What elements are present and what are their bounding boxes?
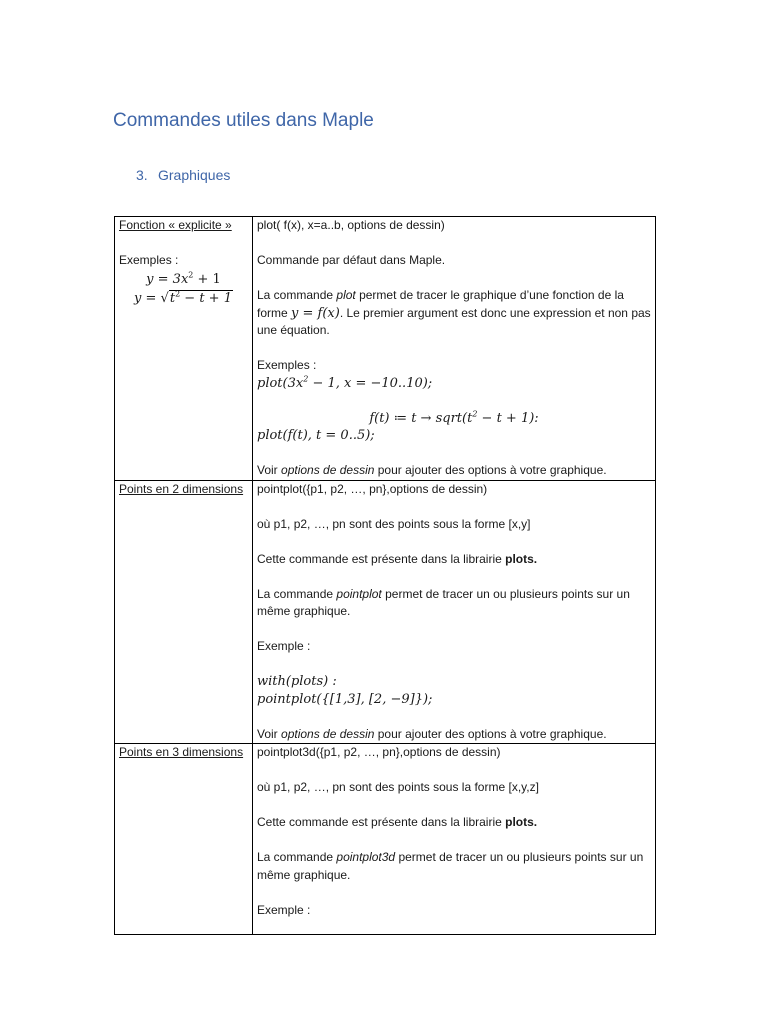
command-syntax: pointplot({p1, p2, …, pn},options de dessin) [257,481,488,496]
code-example-3: plot(f(t), t = 0..5); [257,428,375,443]
see-options-note: Voir options de dessin pour ajouter des options à votre graphique. [257,463,607,477]
section-title: Graphiques [158,167,231,183]
row-label: Fonction « explicite » [119,218,232,232]
example-label: Exemple : [257,639,311,653]
row-label-cell [115,480,253,744]
points-note: où p1, p2, …, pn sont des points sous la forme [x,y,z] [257,780,539,794]
table-row [115,217,656,481]
page-title: Commandes utiles dans Maple [113,110,374,131]
points-note: où p1, p2, …, pn sont des points sous la forme [x,y] [257,516,531,531]
library-note: Cette commande est présente dans la librairie plots. [257,815,538,829]
table-row [115,744,656,935]
row-content-cell [253,480,656,744]
table-row [115,480,656,744]
example-equation-2: $y = √t^2 - t + 1$ [134,289,232,306]
row-label: Points en 2 dimensions [119,481,244,496]
examples-label: Exemples : [257,358,317,372]
row-label-cell [115,217,253,481]
command-syntax: plot( f(x), x=a..b, options de dessin) [257,218,445,232]
example-equation-1: $y = 3x^2 + 1$ [146,270,221,287]
example-label: Exemple : [257,902,311,917]
command-description: La commande pointplot permet de tracer un ou plusieurs points sur un même graphique. [257,586,630,618]
code-example-1: with(plots) : [257,674,337,689]
commands-table [114,216,656,935]
default-note: Commande par défaut dans Maple. [257,253,446,267]
row-content-cell [253,217,656,481]
row-label-cell [115,744,253,935]
code-example-2: f(t) ≔ $t \to sqrt(t^2 - t + 1)$: [369,409,539,426]
section-heading [136,167,230,183]
row-content-cell [253,744,656,935]
library-note: Cette commande est présente dans la librairie plots. [257,551,538,566]
section-number: 3. [136,167,148,183]
examples-label: Exemples : [119,253,179,267]
command-description: La commande plot permet de tracer le graphique d’une fonction de la forme y = f(x). Le premier argument est donc une expression et non pas une équation. [257,288,651,337]
code-example-1: $plot(3x^2 - 1$, x = −10..10); [257,374,433,391]
command-syntax: pointplot3d({p1, p2, …, pn},options de dessin) [257,745,501,759]
code-example-2: pointplot({[1,3], [2, −9]}); [257,691,433,707]
see-options-note: Voir options de dessin pour ajouter des options à votre graphique. [257,726,607,741]
command-description: La commande pointplot3d permet de tracer un ou plusieurs points sur un même graphique. [257,850,644,882]
row-label: Points en 3 dimensions [119,745,244,759]
